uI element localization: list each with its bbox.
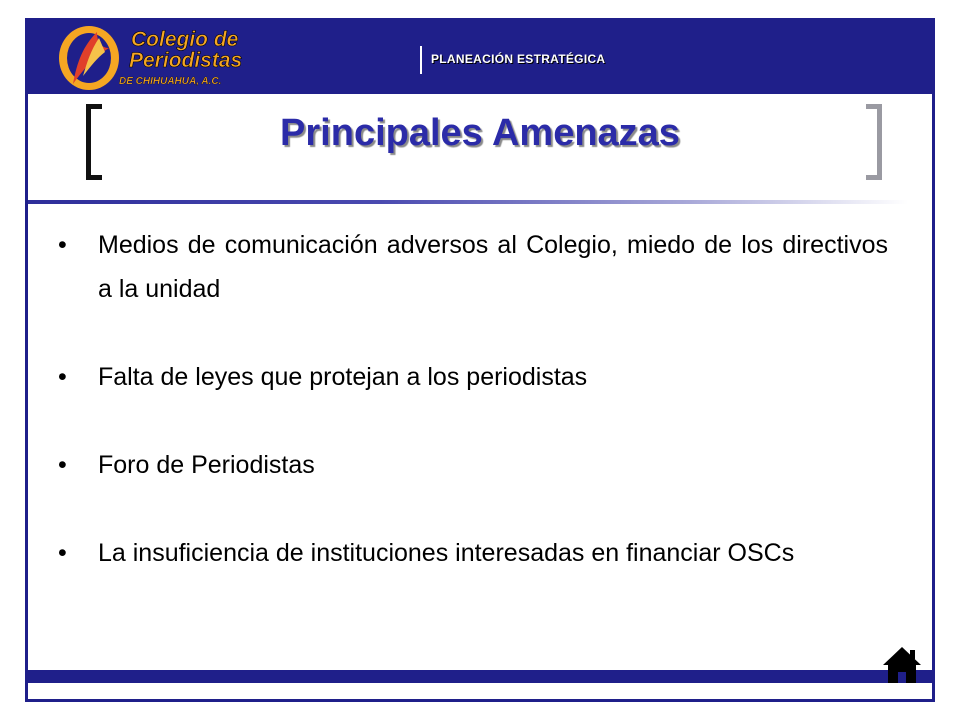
bullet-item [58, 443, 888, 487]
logo-line3: DE CHIHUAHUA, A.C. [119, 76, 222, 87]
bullet-item [58, 531, 888, 575]
header-divider [420, 46, 422, 74]
bullet-dot: • [58, 363, 67, 391]
bullet-dot: • [58, 231, 67, 259]
bullet-text: La insuficiencia de instituciones interesadas en financiar OSCs [98, 539, 795, 567]
bullet-dot: • [58, 539, 67, 567]
bullet-text: Medios de comunicación adversos al Colegio, miedo de los directivos a la unidad [98, 231, 888, 303]
right-bracket [866, 104, 882, 180]
logo-line2: Periodistas [129, 49, 243, 72]
bullet-text: Falta de leyes que protejan a los periodistas [98, 363, 588, 391]
title-underline [28, 200, 908, 204]
slide-title: Principales Amenazas [280, 112, 680, 154]
logo-line1: Colegio de [131, 28, 239, 51]
header-title: PLANEACIÓN ESTRATÉGICA [431, 52, 606, 66]
footer-bar [28, 670, 932, 683]
left-bracket [86, 104, 102, 180]
home-icon[interactable] [882, 646, 922, 684]
bullet-item [58, 355, 888, 399]
bullet-list [58, 223, 888, 575]
bullet-dot: • [58, 451, 67, 479]
logo [53, 18, 258, 94]
bullet-item [58, 223, 888, 311]
bullet-text: Foro de Periodistas [98, 451, 315, 479]
